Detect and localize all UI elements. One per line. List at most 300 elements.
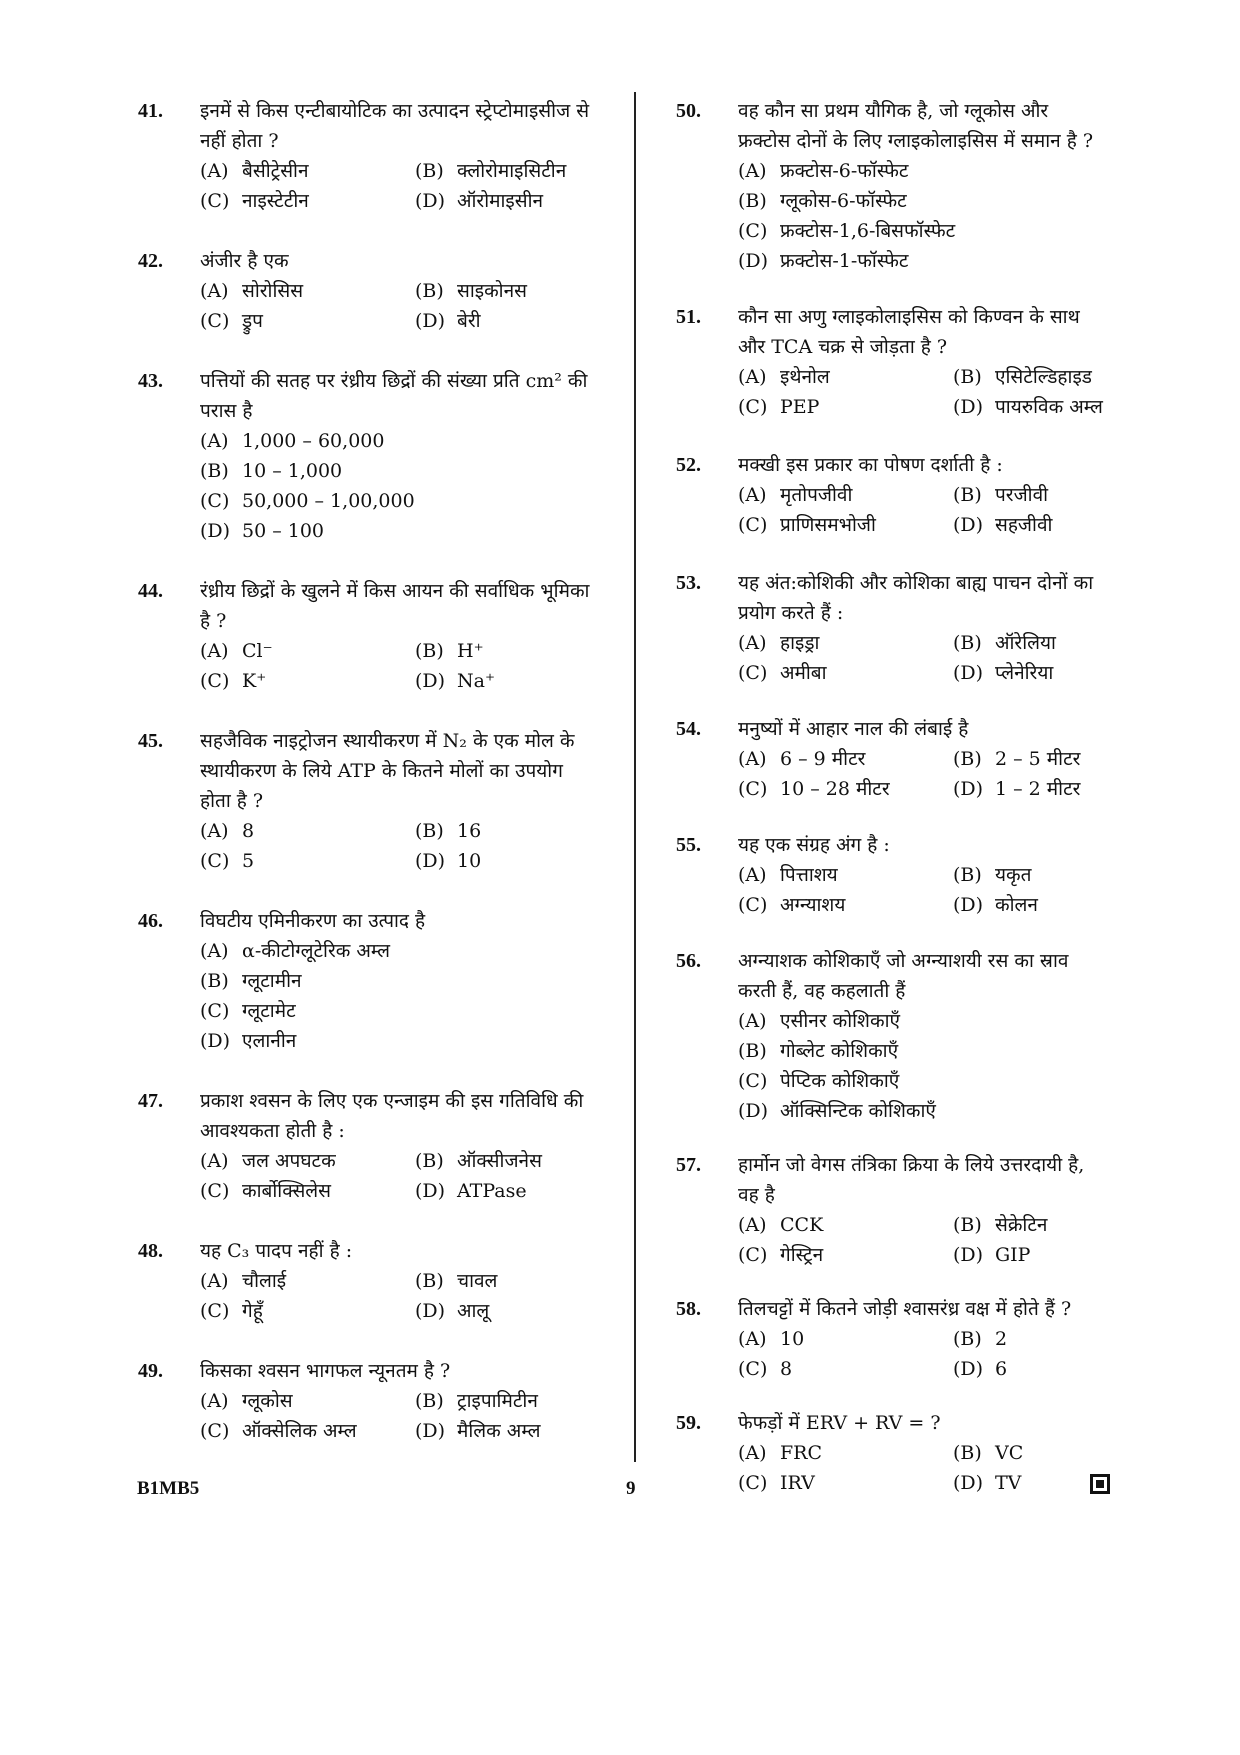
- option-label: (A): [200, 640, 229, 662]
- option-item: [738, 216, 1106, 246]
- option-label: (C): [738, 894, 768, 916]
- option-label: (A): [738, 484, 767, 506]
- option-label: (C): [200, 190, 230, 212]
- question-number: 54.: [676, 718, 701, 740]
- option-text: 50 – 100: [242, 520, 325, 542]
- option-item: [738, 744, 943, 774]
- question-number: 43.: [138, 370, 163, 392]
- question-item: [138, 1356, 590, 1446]
- options-list: [738, 362, 1106, 422]
- option-label: (B): [415, 640, 444, 662]
- option-label: (B): [953, 1214, 982, 1236]
- option-label: (C): [738, 396, 768, 418]
- question-number: 47.: [138, 1090, 163, 1112]
- option-item: [953, 1438, 1106, 1468]
- option-label: (D): [415, 670, 446, 692]
- question-text: फेफड़ों में ERV + RV = ?: [738, 1412, 941, 1434]
- option-item: [415, 666, 590, 696]
- question-item: [676, 1150, 1106, 1270]
- page-number: 9: [626, 1478, 636, 1499]
- option-item: [200, 936, 590, 966]
- option-label: (A): [738, 1442, 767, 1464]
- option-label: (D): [953, 1472, 984, 1494]
- option-item: [200, 666, 405, 696]
- option-item: [738, 186, 1106, 216]
- option-text: अमीबा: [780, 662, 827, 684]
- question-item: [138, 906, 590, 1056]
- option-label: (C): [200, 850, 230, 872]
- question-item: [676, 714, 1106, 804]
- option-label: (D): [953, 778, 984, 800]
- option-label: (A): [738, 1010, 767, 1032]
- option-label: (C): [200, 310, 230, 332]
- question-text: यह C₃ पादप नहीं है :: [200, 1240, 353, 1262]
- option-label: (D): [953, 1244, 984, 1266]
- option-text: इथेनोल: [780, 366, 830, 388]
- option-text: 10 – 28 मीटर: [780, 778, 890, 800]
- option-label: (B): [953, 1328, 982, 1350]
- option-label: (C): [200, 1000, 230, 1022]
- option-label: (C): [738, 514, 768, 536]
- option-item: [738, 1438, 943, 1468]
- option-item: [415, 1296, 590, 1326]
- option-text: PEP: [780, 396, 820, 418]
- option-label: (C): [200, 490, 230, 512]
- option-item: [200, 1176, 405, 1206]
- question-text: यह अंत:कोशिकी और कोशिका बाह्य पाचन दोनों का प्रयोग करते हैं :: [738, 572, 1094, 624]
- question-number: 41.: [138, 100, 163, 122]
- option-label: (D): [200, 1030, 231, 1052]
- options-list: [200, 1146, 590, 1206]
- option-text: सहजीवी: [995, 514, 1053, 536]
- option-text: यकृत: [995, 864, 1032, 886]
- option-item: [415, 306, 590, 336]
- question-item: [138, 366, 590, 546]
- option-text: VC: [995, 1442, 1024, 1464]
- option-label: (B): [200, 970, 229, 992]
- option-text: प्राणिसमभोजी: [780, 514, 876, 536]
- option-text: Cl⁻: [242, 640, 273, 662]
- option-label: (D): [415, 190, 446, 212]
- option-item: [738, 1210, 943, 1240]
- question-item: [676, 302, 1106, 422]
- question-text: अग्न्याशक कोशिकाएँ जो अग्न्याशयी रस का स्राव करती हैं, वह कहलाती हैं: [738, 950, 1069, 1002]
- option-item: [953, 1240, 1106, 1270]
- option-label: (A): [738, 864, 767, 886]
- option-label: (C): [200, 1180, 230, 1202]
- option-text: 50,000 – 1,00,000: [242, 490, 415, 512]
- options-list: [738, 1006, 1106, 1126]
- question-text: सहजैविक नाइट्रोजन स्थायीकरण में N₂ के एक मोल के स्थायीकरण के लिये ATP के कितने मोलों का उपयोग होता है ?: [200, 730, 575, 812]
- question-text: कौन सा अणु ग्लाइकोलाइसिस को किण्वन के साथ और TCA चक्र से जोड़ता है ?: [738, 306, 1080, 358]
- option-text: ऑरोमाइसीन: [457, 190, 544, 212]
- option-text: K⁺: [242, 670, 267, 692]
- options-list: [738, 156, 1106, 276]
- option-text: नाइस्टेटीन: [242, 190, 309, 212]
- option-label: (C): [738, 1244, 768, 1266]
- options-list: [200, 276, 590, 336]
- option-item: [953, 890, 1106, 920]
- option-text: 10: [457, 850, 482, 872]
- option-label: (B): [953, 864, 982, 886]
- option-text: 10 – 1,000: [242, 460, 343, 482]
- option-text: परजीवी: [995, 484, 1049, 506]
- option-label: (D): [953, 894, 984, 916]
- option-label: (D): [415, 1300, 446, 1322]
- option-item: [953, 392, 1106, 422]
- question-number: 56.: [676, 950, 701, 972]
- option-text: पेप्टिक कोशिकाएँ: [780, 1070, 900, 1092]
- option-item: [415, 636, 590, 666]
- option-text: साइकोनस: [457, 280, 527, 302]
- option-item: [953, 658, 1106, 688]
- option-label: (D): [953, 1358, 984, 1380]
- option-label: (C): [738, 778, 768, 800]
- option-label: (B): [200, 460, 229, 482]
- question-text: मक्खी इस प्रकार का पोषण दर्शाती है :: [738, 454, 1003, 476]
- option-item: [415, 1146, 590, 1176]
- option-item: [953, 480, 1106, 510]
- question-number: 58.: [676, 1298, 701, 1320]
- option-text: Na⁺: [457, 670, 495, 692]
- option-text: जल अपघटक: [242, 1150, 336, 1172]
- options-list: [738, 1210, 1106, 1270]
- option-text: ग्लूटामेट: [242, 1000, 296, 1022]
- question-text: प्रकाश श्वसन के लिए एक एन्जाइम की इस गतिविधि की आवश्यकता होती है :: [200, 1090, 584, 1142]
- option-text: ऑक्सिन्टिक कोशिकाएँ: [780, 1100, 936, 1122]
- option-item: [200, 846, 405, 876]
- question-number: 57.: [676, 1154, 701, 1176]
- left-question-column: [138, 96, 590, 1446]
- option-label: (C): [200, 1420, 230, 1442]
- question-text: इनमें से किस एन्टीबायोटिक का उत्पादन स्ट्रेप्टोमाइसीज से नहीं होता ?: [200, 100, 590, 152]
- option-item: [738, 658, 943, 688]
- option-label: (D): [953, 662, 984, 684]
- options-list: [738, 628, 1106, 688]
- option-text: कार्बोक्सिलेस: [242, 1180, 332, 1202]
- option-text: बेरी: [457, 310, 481, 332]
- option-item: [953, 362, 1106, 392]
- option-item: [738, 246, 1106, 276]
- option-text: हाइड्रा: [780, 632, 820, 654]
- option-item: [200, 1026, 590, 1056]
- option-label: (D): [200, 520, 231, 542]
- option-label: (D): [953, 514, 984, 536]
- option-item: [738, 1354, 943, 1384]
- option-item: [200, 456, 590, 486]
- option-text: गोब्लेट कोशिकाएँ: [780, 1040, 899, 1062]
- option-label: (A): [200, 1270, 229, 1292]
- option-label: (B): [738, 190, 767, 212]
- option-item: [200, 276, 405, 306]
- option-label: (A): [738, 1214, 767, 1236]
- option-item: [200, 966, 590, 996]
- option-item: [953, 628, 1106, 658]
- option-label: (A): [738, 160, 767, 182]
- option-item: [738, 1468, 943, 1498]
- option-text: H⁺: [457, 640, 484, 662]
- option-text: ऑक्सीजनेस: [457, 1150, 542, 1172]
- options-list: [738, 1324, 1106, 1384]
- option-label: (A): [738, 1328, 767, 1350]
- option-text: चौलाई: [242, 1270, 287, 1292]
- option-label: (B): [415, 1270, 444, 1292]
- option-item: [415, 1266, 590, 1296]
- option-text: 6 – 9 मीटर: [780, 748, 866, 770]
- question-number: 52.: [676, 454, 701, 476]
- question-number: 42.: [138, 250, 163, 272]
- option-item: [738, 1324, 943, 1354]
- option-text: ग्लूकोस-6-फॉस्फेट: [780, 190, 907, 212]
- options-list: [738, 860, 1106, 920]
- question-item: [676, 96, 1106, 276]
- option-item: [200, 186, 405, 216]
- option-item: [738, 1096, 1106, 1126]
- option-item: [200, 1266, 405, 1296]
- option-item: [738, 628, 943, 658]
- option-item: [200, 996, 590, 1026]
- question-text: रंध्रीय छिद्रों के खुलने में किस आयन की सर्वाधिक भूमिका है ?: [200, 580, 590, 632]
- option-label: (B): [415, 1150, 444, 1172]
- option-item: [738, 1006, 1106, 1036]
- option-item: [415, 1386, 590, 1416]
- option-item: [200, 306, 405, 336]
- option-item: [415, 156, 590, 186]
- option-text: एसीनर कोशिकाएँ: [780, 1010, 901, 1032]
- question-number: 48.: [138, 1240, 163, 1262]
- question-text: तिलचट्टों में कितने जोड़ी श्वासरंध्र वक्ष में होते हैं ?: [738, 1298, 1072, 1320]
- option-item: [200, 516, 590, 546]
- option-text: 8: [780, 1358, 793, 1380]
- question-number: 55.: [676, 834, 701, 856]
- option-text: चावल: [457, 1270, 498, 1292]
- option-label: (B): [953, 484, 982, 506]
- option-text: ATPase: [457, 1180, 527, 1202]
- question-item: [676, 946, 1106, 1126]
- option-text: 1 – 2 मीटर: [995, 778, 1081, 800]
- option-label: (A): [200, 820, 229, 842]
- option-label: (C): [200, 1300, 230, 1322]
- option-item: [415, 1176, 590, 1206]
- option-text: 1,000 – 60,000: [242, 430, 385, 452]
- question-number: 51.: [676, 306, 701, 328]
- option-item: [200, 486, 590, 516]
- option-text: ट्राइपामिटीन: [457, 1390, 538, 1412]
- option-label: (B): [953, 748, 982, 770]
- option-label: (A): [738, 366, 767, 388]
- option-item: [953, 510, 1106, 540]
- question-item: [676, 1408, 1106, 1498]
- question-number: 46.: [138, 910, 163, 932]
- option-text: 10: [780, 1328, 805, 1350]
- options-list: [200, 426, 590, 546]
- options-list: [738, 744, 1106, 804]
- booklet-code: B1MB5: [137, 1478, 200, 1499]
- option-text: एसिटेल्डिहाइड: [995, 366, 1092, 388]
- option-item: [953, 1324, 1106, 1354]
- option-item: [415, 846, 590, 876]
- question-number: 45.: [138, 730, 163, 752]
- option-label: (C): [738, 220, 768, 242]
- option-label: (D): [415, 310, 446, 332]
- option-item: [415, 276, 590, 306]
- option-label: (D): [415, 1180, 446, 1202]
- option-item: [738, 860, 943, 890]
- option-label: (B): [415, 160, 444, 182]
- option-text: α-कीटोग्लूटेरिक अम्ल: [242, 940, 391, 962]
- option-item: [953, 1354, 1106, 1384]
- option-item: [200, 1296, 405, 1326]
- question-item: [676, 568, 1106, 688]
- option-item: [200, 636, 405, 666]
- option-text: अग्न्याशय: [780, 894, 846, 916]
- option-text: 6: [995, 1358, 1008, 1380]
- question-number: 50.: [676, 100, 701, 122]
- option-text: क्लोरोमाइसिटीन: [457, 160, 567, 182]
- option-text: 5: [242, 850, 255, 872]
- option-text: पित्ताशय: [780, 864, 838, 886]
- option-text: ग्लूटामीन: [242, 970, 302, 992]
- option-text: 8: [242, 820, 255, 842]
- option-text: कोलन: [995, 894, 1038, 916]
- question-item: [138, 246, 590, 336]
- question-text: पत्तियों की सतह पर रंध्रीय छिद्रों की संख्या प्रति cm² की परास है: [200, 370, 588, 422]
- question-text: वह कौन सा प्रथम यौगिक है, जो ग्लूकोस और फ्रक्टोस दोनों के लिए ग्लाइकोलाइसिस में समान है ?: [738, 100, 1094, 152]
- question-number: 49.: [138, 1360, 163, 1382]
- option-text: एलानीन: [242, 1030, 297, 1052]
- option-item: [953, 1468, 1106, 1498]
- option-item: [953, 744, 1106, 774]
- question-item: [138, 576, 590, 696]
- question-text: यह एक संग्रह अंग है :: [738, 834, 890, 856]
- option-label: (A): [200, 160, 229, 182]
- option-text: प्लेनेरिया: [995, 662, 1054, 684]
- option-item: [738, 510, 943, 540]
- option-label: (C): [738, 1070, 768, 1092]
- option-text: आलू: [457, 1300, 490, 1322]
- option-label: (A): [738, 632, 767, 654]
- question-item: [676, 1294, 1106, 1384]
- option-label: (A): [200, 940, 229, 962]
- option-text: फ्रक्टोस-1,6-बिसफॉस्फेट: [780, 220, 956, 242]
- option-item: [738, 1240, 943, 1270]
- option-label: (D): [738, 250, 769, 272]
- option-label: (D): [415, 1420, 446, 1442]
- option-label: (C): [738, 662, 768, 684]
- option-item: [415, 816, 590, 846]
- option-item: [953, 1210, 1106, 1240]
- option-text: ऑक्सेलिक अम्ल: [242, 1420, 357, 1442]
- option-text: पायरुविक अम्ल: [995, 396, 1103, 418]
- option-text: सोरोसिस: [242, 280, 304, 302]
- option-label: (A): [200, 1390, 229, 1412]
- options-list: [200, 1266, 590, 1326]
- option-item: [953, 774, 1106, 804]
- option-label: (B): [415, 280, 444, 302]
- option-item: [953, 860, 1106, 890]
- question-item: [676, 830, 1106, 920]
- option-item: [200, 1146, 405, 1176]
- options-list: [738, 1438, 1106, 1498]
- option-text: GIP: [995, 1244, 1031, 1266]
- option-label: (A): [200, 430, 229, 452]
- option-text: CCK: [780, 1214, 824, 1236]
- option-text: 16: [457, 820, 482, 842]
- options-list: [200, 156, 590, 216]
- option-label: (B): [953, 366, 982, 388]
- option-text: गेहूँ: [242, 1300, 263, 1322]
- question-item: [138, 96, 590, 216]
- option-text: FRC: [780, 1442, 823, 1464]
- question-text: अंजीर है एक: [200, 250, 289, 272]
- option-text: ऑरेलिया: [995, 632, 1056, 654]
- option-label: (A): [200, 1150, 229, 1172]
- option-item: [738, 480, 943, 510]
- option-text: बैसीट्रेसीन: [242, 160, 309, 182]
- option-text: फ्रक्टोस-1-फॉस्फेट: [780, 250, 909, 272]
- question-text: हार्मोन जो वेगस तंत्रिका क्रिया के लिये उत्तरदायी है, वह है: [738, 1154, 1085, 1206]
- option-text: 2: [995, 1328, 1008, 1350]
- option-label: (D): [953, 396, 984, 418]
- question-text: मनुष्यों में आहार नाल की लंबाई है: [738, 718, 969, 740]
- option-item: [738, 774, 943, 804]
- option-text: मृतोपजीवी: [780, 484, 853, 506]
- options-list: [738, 480, 1106, 540]
- option-item: [738, 156, 1106, 186]
- option-label: (C): [200, 670, 230, 692]
- option-label: (A): [738, 748, 767, 770]
- option-item: [738, 362, 943, 392]
- option-item: [415, 1416, 590, 1446]
- option-text: गेस्ट्रिन: [780, 1244, 824, 1266]
- question-number: 59.: [676, 1412, 701, 1434]
- option-item: [738, 1036, 1106, 1066]
- option-item: [200, 156, 405, 186]
- square-marker-icon: [1090, 1474, 1110, 1494]
- option-text: ग्लूकोस: [242, 1390, 293, 1412]
- option-item: [738, 890, 943, 920]
- option-label: (B): [738, 1040, 767, 1062]
- question-number: 53.: [676, 572, 701, 594]
- option-label: (C): [738, 1358, 768, 1380]
- option-text: IRV: [780, 1472, 815, 1494]
- option-text: सेक्रेटिन: [995, 1214, 1048, 1236]
- option-item: [200, 1416, 405, 1446]
- question-item: [138, 1086, 590, 1206]
- question-item: [138, 1236, 590, 1326]
- option-item: [200, 1386, 405, 1416]
- option-label: (B): [415, 1390, 444, 1412]
- option-text: 2 – 5 मीटर: [995, 748, 1081, 770]
- question-text: विघटीय एमिनीकरण का उत्पाद है: [200, 910, 426, 932]
- right-question-column: [676, 96, 1106, 1498]
- option-label: (C): [738, 1472, 768, 1494]
- option-label: (B): [953, 1442, 982, 1464]
- option-text: TV: [995, 1472, 1022, 1494]
- option-item: [738, 392, 943, 422]
- question-item: [676, 450, 1106, 540]
- option-item: [200, 426, 590, 456]
- question-item: [138, 726, 590, 876]
- option-label: (A): [200, 280, 229, 302]
- options-list: [200, 1386, 590, 1446]
- column-divider: [634, 92, 636, 1462]
- option-label: (D): [738, 1100, 769, 1122]
- question-number: 44.: [138, 580, 163, 602]
- option-text: मैलिक अम्ल: [457, 1420, 541, 1442]
- option-label: (B): [953, 632, 982, 654]
- option-label: (D): [415, 850, 446, 872]
